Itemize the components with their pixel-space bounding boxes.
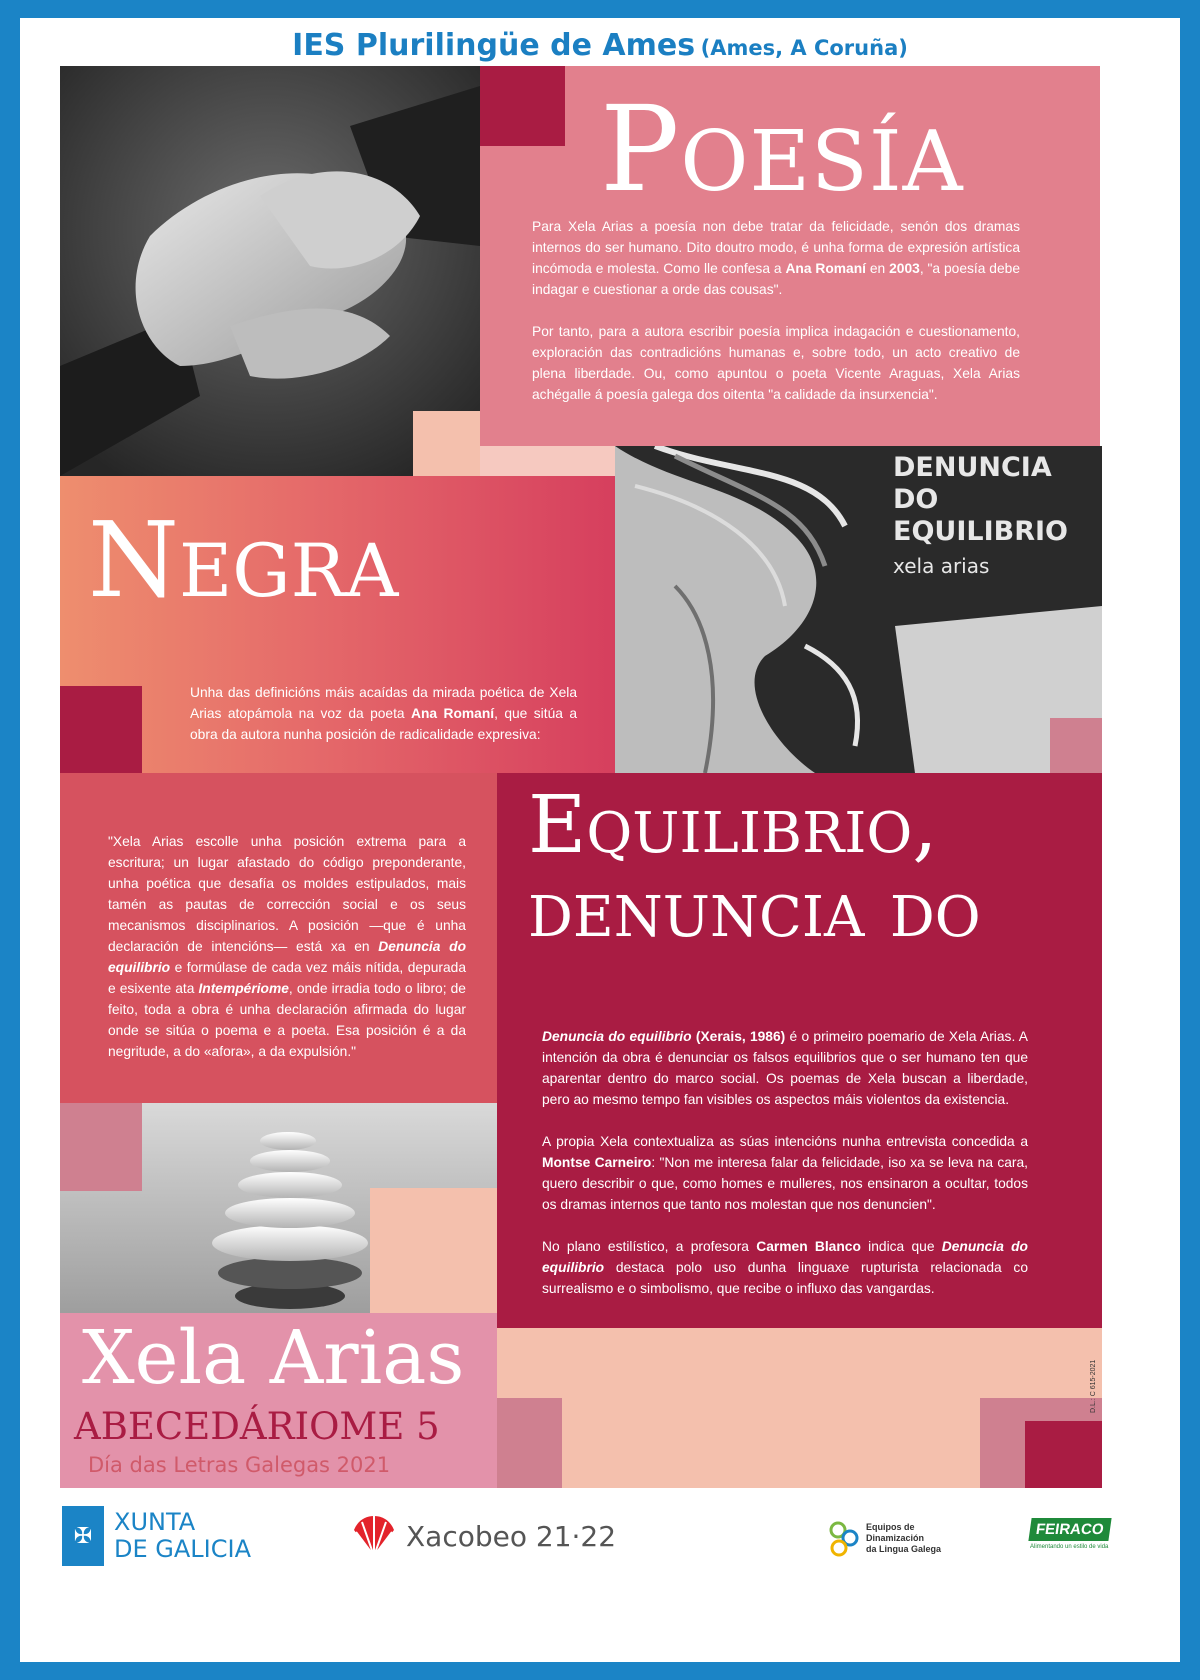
edlg-line-1: Equipos de (866, 1521, 915, 1532)
poesia-p1-name: Ana Romaní (785, 261, 866, 276)
equilibrio-paragraph-3 (542, 1236, 1028, 1299)
equilibrio-p3-c: destaca polo uso dunha linguaxe rupturista relacionada co surrealismo e o simbolismo, que recibe o influxo das vangardas. (542, 1260, 1028, 1296)
negra-p1-name: Ana Romaní (411, 706, 495, 721)
deco-square (60, 1103, 142, 1191)
badge-name: Xela Arias (82, 1315, 465, 1401)
equilibrio-title-line-2: denuncia do (528, 862, 981, 955)
xunta-line-1: XUNTA (114, 1508, 196, 1536)
quote-a: "Xela Arias escolle unha posición extrema para a escritura; un lugar afastado do código preponderante, unha poética que desafía os moldes estipulados, mais tamén as pautas de corrección social e os seus mecanismos disciplinarios. A posición —que é unha declaración de intencións— está xa en (108, 834, 466, 954)
quote-book-2: Intempériome (198, 981, 289, 996)
equilibrio-p1-rest: é o primeiro poemario de Xela Arias. A intención da obra é denunciar os falsos equilibrios que o ser humano ten que aparentar dentro do marco social. Os poemas de Xela buscan a liberdade, pero ao mesmo tempo fan visibles os aspectos máis violentos da existencia. (542, 1029, 1028, 1107)
deco-square (370, 1188, 497, 1313)
equilibrio-p1-book: Denuncia do equilibrio (542, 1029, 692, 1044)
edlg-wordmark (866, 1522, 941, 1555)
poster (20, 18, 1180, 1662)
logo-edlg (828, 1513, 941, 1563)
book-author: xela arias (893, 554, 990, 578)
feiraco-tagline: Alimentando un estilo de vida (1030, 1544, 1109, 1550)
poesia-p1-year: 2003 (889, 261, 920, 276)
negra-p1-b: , que sitúa a obra da autora nunha posición de radicalidade expresiva: (190, 706, 577, 742)
equilibrio-p1-pub: (Xerais, 1986) (691, 1029, 786, 1044)
school-location: (Ames, A Coruña) (700, 36, 908, 60)
logo-xunta (62, 1506, 251, 1566)
xacobeo-wordmark: Xacobeo 21·22 (406, 1519, 617, 1553)
quote-paragraph (108, 831, 466, 1062)
scallop-shell-icon (350, 1512, 398, 1560)
edlg-line-3: da Lingua Galega (866, 1543, 942, 1554)
deco-square (497, 1398, 562, 1488)
equilibrio-text (542, 1026, 1028, 1299)
quote-b: e formúlase de cada vez máis nítida, depurada e esixente ata (108, 960, 466, 996)
negra-title (88, 499, 399, 621)
logo-xacobeo (350, 1508, 616, 1564)
poesia-title-text: Poesía (600, 80, 964, 218)
xunta-wordmark (114, 1509, 251, 1563)
badge-event: Día das Letras Galegas 2021 (88, 1453, 391, 1477)
book-title-line-2: DO (893, 484, 939, 515)
equilibrio-title (528, 778, 981, 955)
poesia-p1-c: , "a poesía debe indagar e cuestionar a orde das cousas". (532, 261, 1020, 297)
equilibrio-p3-book: Denuncia do equilibrio (542, 1239, 1028, 1275)
equilibrio-p3-a: No plano estilístico, a profesora (542, 1239, 757, 1254)
negra-title-text: Negra (88, 499, 399, 621)
equilibrio-p2-name: Montse Carneiro (542, 1155, 652, 1170)
negra-text (190, 682, 577, 745)
equilibrio-p3-name: Carmen Blanco (756, 1239, 861, 1254)
xela-arias-badge (60, 1313, 497, 1488)
feiraco-wordmark: FEIRACO (1028, 1518, 1111, 1541)
poesia-p1-a: Para Xela Arias a poesía non debe tratar da felicidade, senón dos dramas internos do ser humano. Dito doutro modo, é unha forma de expresión artística incómoda e molesta. Como lle confesa a (532, 219, 1020, 276)
legal-deposit: D.L.: C 615-2021 (1090, 1359, 1097, 1413)
equilibrio-paragraph-1 (542, 1026, 1028, 1110)
deco-square (60, 686, 142, 773)
deco-square (1050, 718, 1102, 773)
poesia-paragraph-2: Por tanto, para a autora escribir poesía implica indagación e cuestionamento, exploración das contradicións humanas e, sobre todo, un acto creativo de plena liberdade. Ou, como apuntou o poeta Vicente Araguas, Xela Arias achégalle á poesía galega dos oitenta "a calidade da insurxencia". (532, 324, 1020, 402)
badge-series: ABECEDÁRIOME 5 (74, 1405, 440, 1448)
negra-paragraph (190, 682, 577, 745)
book-title-line-3: EQUILIBRIO (893, 516, 1068, 547)
deco-square (1025, 1421, 1102, 1488)
negra-p1-a: Unha das definicións máis acaídas da mirada poética de Xela Arias atopámola na voz da poeta (190, 685, 577, 721)
equilibrio-p2-b: : "Non me interesa falar da felicidade, iso xa se leva na cara, quero describir o que, como homes e mulleres, nos ensinaron a ocultar, todos os dramas internos que tanto nos molestan que nos denuncien". (542, 1155, 1028, 1212)
quote-text (108, 831, 466, 1062)
gear-icon (828, 1518, 862, 1558)
school-header (20, 28, 1180, 63)
book-title-line-1: DENUNCIA (893, 452, 1052, 483)
quote-book-1: Denuncia do equilibrio (108, 939, 466, 975)
deco-square (413, 411, 480, 478)
quote-c: , onde irradia todo o libro; de feito, toda a obra é unha declaración afirmada do lugar onde se sitúa o poema e a poeta. Esa posición é a da negritude, a do «afora», a da expulsión." (108, 981, 466, 1059)
equilibrio-title-line-1: Equilibrio, (528, 778, 938, 871)
logo-feiraco (1030, 1518, 1122, 1562)
equilibrio-paragraph-2 (542, 1131, 1028, 1215)
xunta-shield-icon: ✠ (62, 1506, 104, 1566)
edlg-line-2: Dinamización (866, 1532, 925, 1543)
school-name: IES Plurilingüe de Ames (292, 28, 696, 63)
equilibrio-p2-a: A propia Xela contextualiza as súas intencións nunha entrevista concedida a (542, 1134, 1028, 1149)
book-cover (615, 446, 1102, 773)
poesia-title (600, 80, 964, 218)
equilibrio-p3-b: indica que (860, 1239, 942, 1254)
deco-square (480, 66, 565, 146)
poesia-p1-b: en (865, 261, 890, 276)
poesia-text (532, 216, 1020, 405)
book-cover-title (893, 452, 1068, 582)
xunta-line-2: DE GALICIA (114, 1535, 251, 1563)
poesia-paragraph-1 (532, 216, 1020, 300)
